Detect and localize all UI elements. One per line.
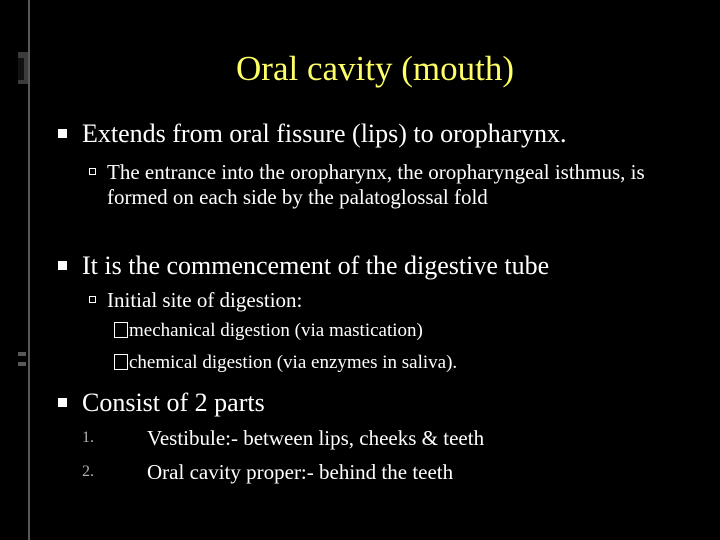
square-bullet-icon [58,398,67,407]
bullet-text: It is the commencement of the digestive tube [82,251,550,280]
sub-sub-point [114,319,423,343]
sub-bullet-text: The entrance into the oropharynx, the oropharyngeal isthmus, is formed on each side by the palatoglossal fold [107,160,645,209]
missing-glyph-icon [114,354,128,370]
sub-sub-text: mechanical digestion (via mastication) [129,320,423,341]
missing-glyph-icon [114,322,128,338]
item-text: Vestibule:- between lips, cheeks & teeth [147,426,485,450]
hollow-square-bullet-icon [89,296,96,303]
bullet-text: Extends from oral fissure (lips) to oropharynx. [82,119,567,148]
item-text: Oral cavity proper:- behind the teeth [147,460,454,484]
sub-sub-text: chemical digestion (via enzymes in saliva). [129,352,458,373]
decorative-tick [18,352,26,356]
sub-bullet-point [89,288,669,314]
decorative-block-inner [18,58,24,80]
square-bullet-icon [58,261,67,270]
item-number: 2. [82,463,94,480]
sub-bullet-point [89,160,669,238]
decorative-tick [18,362,26,366]
square-bullet-icon [58,129,67,138]
slide-title: Oral cavity (mouth) [236,49,514,88]
bullet-text: Consist of 2 parts [82,388,265,417]
hollow-square-bullet-icon [89,168,96,175]
sub-bullet-text: Initial site of digestion: [107,288,303,312]
item-number: 1. [82,429,94,446]
sub-sub-point [114,351,457,375]
